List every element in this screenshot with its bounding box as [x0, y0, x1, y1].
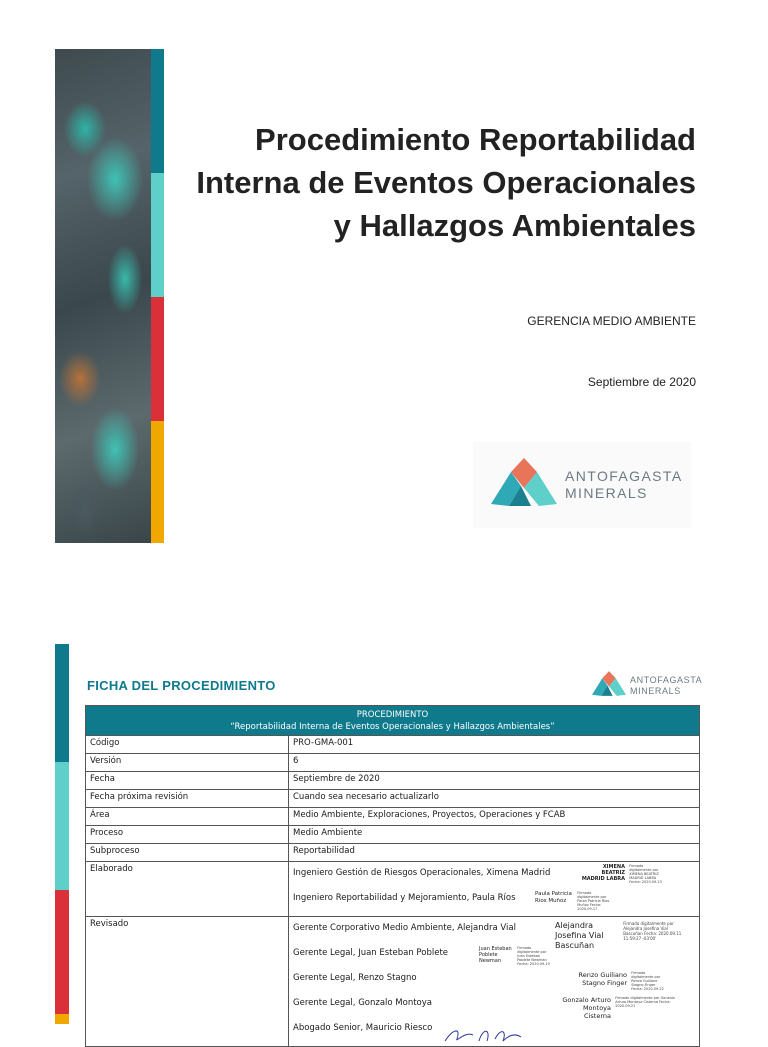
logo-text-line1: ANTOFAGASTA [630, 675, 703, 685]
row-value: 6 [289, 754, 700, 772]
table-row [86, 754, 700, 772]
title-line: y Hallazgos Ambientales [333, 208, 696, 243]
signature-entry [293, 944, 695, 969]
digital-signature [535, 891, 665, 911]
signature-name: Gonzalo Arturo Montoya Cisterna [562, 996, 611, 1020]
title-line: Procedimiento Reportabilidad [255, 122, 696, 157]
table-row [86, 808, 700, 826]
header-line-2: “Reportabilidad Interna de Eventos Operacionales y Hallazgos Ambientales” [230, 721, 555, 732]
row-value: Reportabilidad [289, 844, 700, 862]
row-value: PRO-GMA-001 [289, 736, 700, 754]
antofagasta-logo-icon [491, 458, 557, 512]
digital-signature [479, 946, 569, 966]
header-line-1: PROCEDIMIENTO [356, 709, 429, 720]
signature-entry [293, 969, 695, 994]
logo-text-line1: ANTOFAGASTA [565, 468, 683, 484]
company-logo [473, 442, 691, 528]
signer-role: Gerente Legal, Juan Esteban Poblete [293, 948, 449, 958]
table-row [86, 844, 700, 862]
signature-note: Firmado digitalmente por Alejandra Josefina Vial Bascuñan Fecha: 2020.09.11 11:59:27 -03'00' [623, 921, 682, 941]
row-value: Cuando sea necesario actualizarlo [289, 790, 700, 808]
ficha-color-strip [55, 644, 69, 1024]
row-label: Fecha próxima revisión [86, 790, 289, 808]
signer-role: Abogado Senior, Mauricio Riesco [293, 1023, 433, 1033]
signature-name: Juan Esteban Poblete Newman [479, 946, 512, 964]
procedure-info-table [85, 705, 700, 1047]
signature-note: Firmado digitalmente por Renzo Guiliano Stagno Finger Fecha: 2020.09.22 [631, 971, 664, 991]
signature-note: Firmado digitalmente por XIMENA BEATRIZ MADRID LABRA Fecha: 2020.09.23 [629, 864, 662, 884]
table-header-row [86, 706, 700, 736]
signature-name: Alejandra Josefina Vial Bascuñan [555, 921, 604, 950]
table-row [86, 826, 700, 844]
table-row [86, 736, 700, 754]
signature-name: Paula Patricia Rios Muñoz [535, 891, 572, 904]
signature-note: Firmado digitalmente por Gonzalo Arturo Montoya Cisterna Fecha: 2020.09.21 [615, 996, 675, 1008]
digital-signature [581, 864, 701, 884]
signature-note: Firmado digitalmente por Paula Patricia Rios Muñoz Fecha: 2020.09.17 [577, 891, 610, 911]
table-header-cell [86, 706, 700, 736]
signature-entry [293, 994, 695, 1019]
row-label: Subproceso [86, 844, 289, 862]
digital-signature [555, 996, 705, 1020]
document-title [176, 118, 696, 247]
signer-role: Gerente Legal, Gonzalo Montoya [293, 998, 432, 1008]
signer-role: Gerente Corporativo Medio Ambiente, Alejandra Vial [293, 923, 516, 933]
logo-text-line2: MINERALS [565, 485, 648, 501]
signature-name: XIMENA BEATRIZ MADRID LABRA [581, 864, 625, 882]
signature-entry [293, 919, 695, 950]
ficha-heading: FICHA DEL PROCEDIMIENTO [87, 678, 276, 693]
row-label: Proceso [86, 826, 289, 844]
cover-color-strip [151, 49, 164, 543]
row-value: Medio Ambiente, Exploraciones, Proyectos, Operaciones y FCAB [289, 808, 700, 826]
table-row [86, 790, 700, 808]
handwritten-signature-icon [443, 1025, 533, 1045]
row-value [289, 862, 700, 917]
signature-entry [293, 864, 695, 889]
title-line: Interna de Eventos Operacionales [196, 165, 696, 200]
row-label: Área [86, 808, 289, 826]
document-date: Septiembre de 2020 [587, 375, 696, 389]
logo-text-line2: MINERALS [630, 686, 681, 696]
table-row [86, 772, 700, 790]
department-label: GERENCIA MEDIO AMBIENTE [527, 314, 696, 328]
antofagasta-logo-icon [592, 671, 626, 699]
row-label: Fecha [86, 772, 289, 790]
row-label: Versión [86, 754, 289, 772]
signature-note: Firmado digitalmente por Juan Esteban Poblete Newman Fecha: 2020.09.10 [517, 946, 550, 966]
ficha-company-logo [590, 666, 702, 706]
cover-rock-photo [55, 49, 151, 543]
ficha-page [0, 640, 768, 1033]
row-label: Código [86, 736, 289, 754]
signer-role: Ingeniero Reportabilidad y Mejoramiento, Paula Ríos [293, 893, 516, 903]
row-label: Elaborado [86, 862, 289, 917]
signature-entry [293, 1019, 695, 1044]
signer-role: Gerente Legal, Renzo Stagno [293, 973, 417, 983]
signature-name: Renzo Guiliano Stagno Finger [578, 971, 627, 987]
signature-entry [293, 889, 695, 914]
table-row-elaborado [86, 862, 700, 917]
row-label: Revisado [86, 917, 289, 1047]
signer-role: Ingeniero Gestión de Riesgos Operacionales, Ximena Madrid [293, 868, 551, 878]
row-value [289, 917, 700, 1047]
digital-signature [573, 971, 703, 991]
row-value: Septiembre de 2020 [289, 772, 700, 790]
table-row-revisado [86, 917, 700, 1047]
row-value: Medio Ambiente [289, 826, 700, 844]
